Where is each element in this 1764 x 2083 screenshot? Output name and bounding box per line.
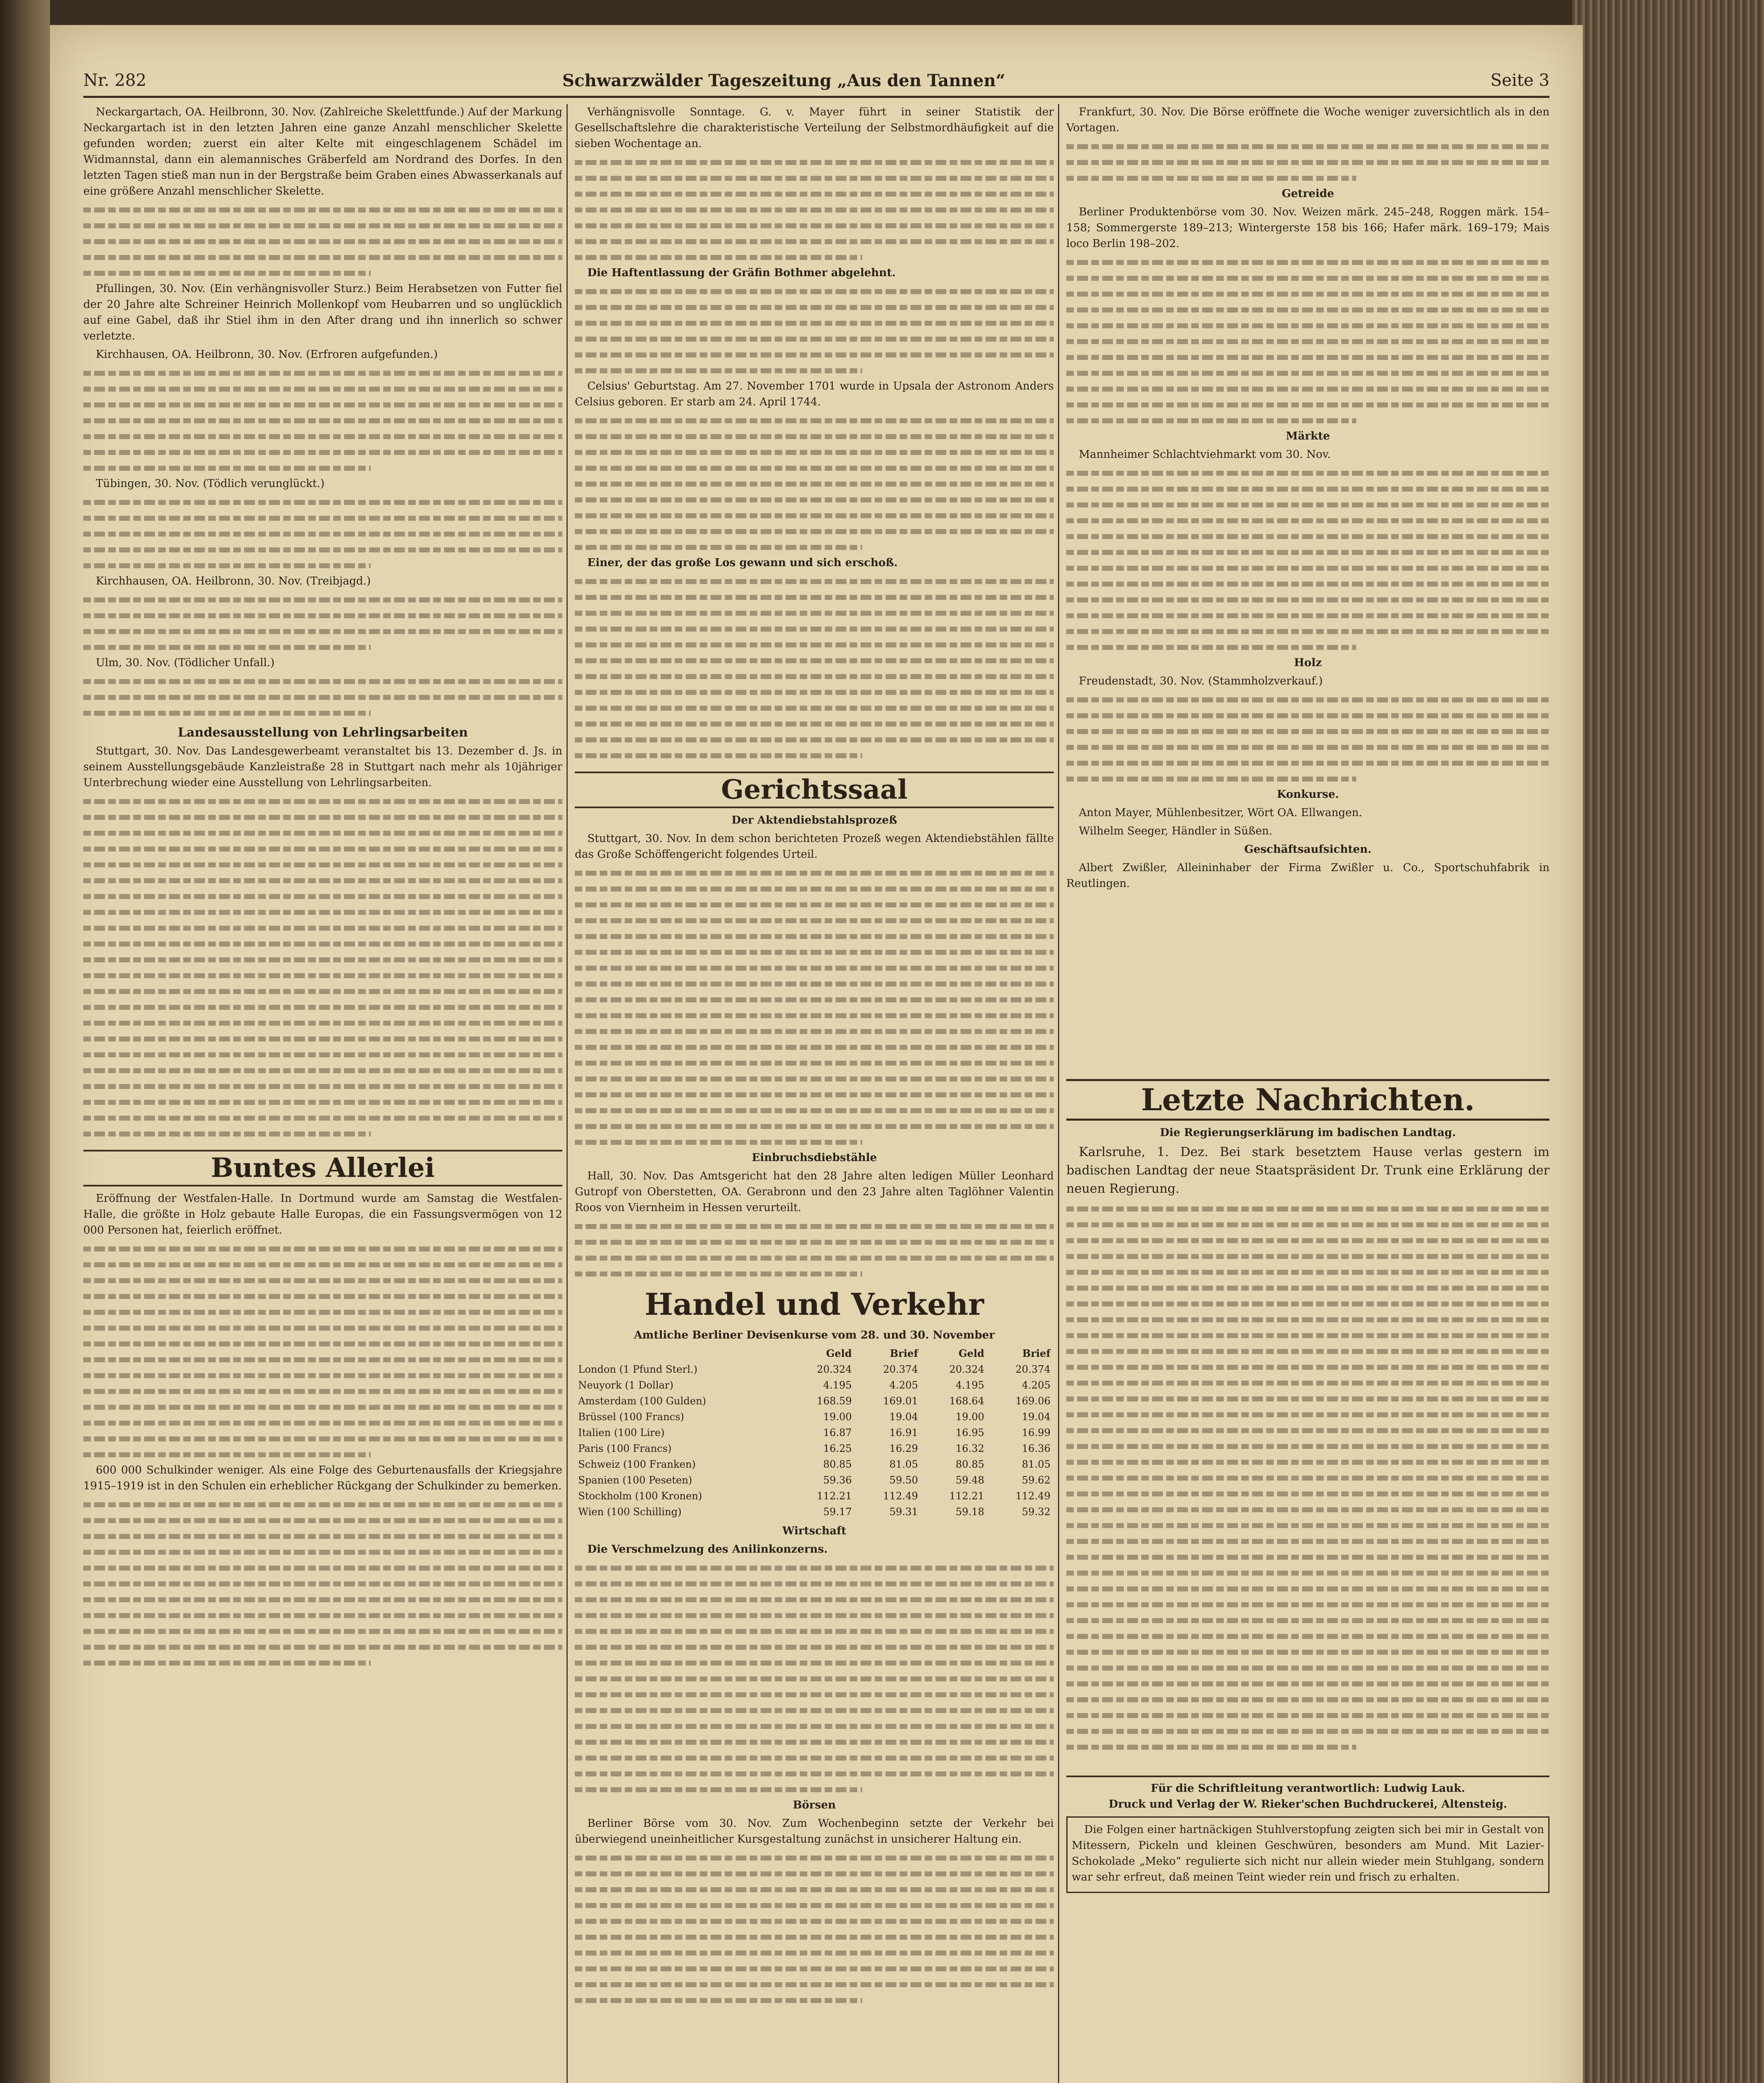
fx-cell: 59.62 [1022, 1474, 1050, 1486]
fx-cell: 80.85 [956, 1459, 984, 1470]
fx-cell: 112.49 [883, 1490, 918, 1502]
article-schlachtvieh: Mannheimer Schlachtviehmarkt vom 30. Nov. [1079, 448, 1331, 461]
fx-cell: 19.04 [1022, 1411, 1050, 1423]
article-frankfurt: Frankfurt, 30. Nov. Die Börse eröffnete die Woche weniger zuversichtlich als in den Vortagen. [1066, 106, 1549, 134]
article-anilin: Die Verschmelzung des Anilinkonzerns. [587, 1543, 828, 1556]
heading-getreide: Getreide [1282, 187, 1334, 200]
fx-cell: 19.00 [823, 1411, 852, 1423]
article-neckargartach: Neckargartach, OA. Heilbronn, 30. Nov. (Zahlreiche Skelettfunde.) Auf der Markung Neckargartach ist in den letzten Jahren eine ganze Anzahl menschlicher Skelette gefunden worden; zuerst ein alter Kelte mit eingeschlagenem Schädel im Widmannstal, dann ein alemannisches Gräberfeld am Nordrand des Dorfes. In den letzten Tagen stieß man nun in der Bergstraße beim Graben eines Abwasserkanals auf eine größere Anzahl menschlicher Skelette. [83, 106, 562, 197]
fx-cell: 168.59 [817, 1395, 852, 1407]
ad-text: Die Folgen einer hartnäckigen Stuhlverstopfung zeigten sich bei mir in Gestalt von Mitessern, Pickeln und kleinen Geschwüren, besonders am Mund. Mit Lazier-Schokolade „Meko“ regulierte sich nicht nur allein wieder mein Stuhlgang, sondern war sehr erfreut, daß meinen Teint wieder rein und frisch zu erhalten. [1072, 1823, 1544, 1883]
issue-number: Nr. 282 [83, 71, 147, 90]
fx-cell: 59.31 [889, 1506, 918, 1518]
text-block [83, 1241, 562, 1462]
fx-cell: 80.85 [823, 1459, 852, 1470]
fx-row [575, 1361, 1054, 1377]
page-edges [1572, 0, 1764, 2083]
heading-konkurse: Konkurse. [1277, 788, 1339, 801]
text-block [575, 865, 1054, 1150]
text-block [575, 573, 1054, 763]
fx-cell: 16.91 [889, 1427, 918, 1439]
fx-cell: Paris (100 Francs) [578, 1443, 672, 1454]
imprint [1066, 1776, 1549, 1812]
fx-body [575, 1361, 1054, 1520]
fx-cell: Brüssel (100 Francs) [578, 1411, 684, 1423]
newspaper-page [50, 25, 1583, 2083]
fx-cell: Stockholm (100 Kronen) [578, 1490, 702, 1502]
fx-header-row [575, 1346, 1054, 1361]
article-boerse: Berliner Börse vom 30. Nov. Zum Wochenbeginn setzte der Verkehr bei überwiegend uneinheitlicher Kursgestaltung zunächst in unsicherer Haltung ein. [575, 1817, 1054, 1846]
fx-cell: 169.06 [1015, 1395, 1050, 1407]
text-block [575, 1218, 1054, 1281]
fx-cell: 112.21 [817, 1490, 852, 1502]
article-freudenstadt: Freudenstadt, 30. Nov. (Stammholzverkauf.) [1079, 675, 1323, 687]
fx-cell: 16.25 [823, 1443, 852, 1454]
fx-cell: Wien (100 Schilling) [578, 1506, 682, 1518]
fx-cell: 112.49 [1015, 1490, 1050, 1502]
fx-row [575, 1425, 1054, 1441]
text-block [1066, 465, 1549, 655]
fx-col-header [575, 1346, 789, 1361]
konkurs-1: Anton Mayer, Mühlenbesitzer, Wört OA. Ellwangen. [1079, 807, 1362, 819]
newspaper-title: Schwarzwälder Tageszeitung „Aus den Tannen“ [562, 71, 1006, 90]
article-kirchhausen-2: Kirchhausen, OA. Heilbronn, 30. Nov. (Treibjagd.) [96, 575, 371, 587]
heading-gerichtssaal: Gerichtssaal [575, 772, 1054, 808]
konkurs-2: Wilhelm Seeger, Händler in Süßen. [1079, 825, 1272, 837]
fx-row [575, 1456, 1054, 1472]
fx-cell: 59.50 [889, 1474, 918, 1486]
fx-cell: 81.05 [889, 1459, 918, 1470]
text-block [575, 154, 1054, 265]
fx-cell: 20.324 [817, 1364, 852, 1375]
fx-cell: 59.48 [956, 1474, 984, 1486]
text-block [1066, 1201, 1549, 1776]
page-header [83, 50, 1549, 98]
fx-cell: 59.32 [1022, 1506, 1050, 1518]
heading-buntes-allerlei: Buntes Allerlei [83, 1150, 562, 1186]
article-sonntage: Verhängnisvolle Sonntage. G. v. Mayer führt in seiner Statistik der Gesellschaftslehre die charakteristische Verteilung der Selbstmordhäufigkeit auf die sieben Wochentage an. [575, 106, 1054, 150]
fx-cell: 16.29 [889, 1443, 918, 1454]
fx-cell: 59.36 [823, 1474, 852, 1486]
fx-cell: 16.99 [1022, 1427, 1050, 1439]
fx-cell: 81.05 [1022, 1459, 1050, 1470]
article-grosse-los: Einer, der das große Los gewann und sich erschoß. [587, 557, 898, 569]
fx-cell: Spanien (100 Peseten) [578, 1474, 692, 1486]
fx-col-header: Geld [826, 1347, 852, 1359]
subheading-boersen: Börsen [793, 1799, 836, 1811]
page-number: Seite 3 [1490, 71, 1549, 90]
text-block [83, 673, 562, 721]
fx-cell: Italien (100 Lire) [578, 1427, 665, 1439]
fx-cell: 59.17 [823, 1506, 852, 1518]
heading-maerkte: Märkte [1286, 430, 1330, 442]
fx-cell: 4.195 [956, 1379, 984, 1391]
fx-cell: 19.00 [956, 1411, 984, 1423]
article-tuebingen: Tübingen, 30. Nov. (Tödlich verunglückt.) [96, 477, 325, 490]
fx-row [575, 1504, 1054, 1520]
fx-cell: 20.374 [883, 1364, 918, 1375]
fx-cell: 16.32 [956, 1443, 984, 1454]
text-block [1066, 138, 1549, 186]
fx-row [575, 1409, 1054, 1425]
article-pfullingen: Pfullingen, 30. Nov. (Ein verhängnisvoller Sturz.) Beim Herabsetzen von Futter fiel der 20 Jahre alte Schreiner Heinrich Mollenkopf vom Heubarren und so unglücklich auf eine Gabel, daß ihr Stiel ihm in den After drang und ihn innerlich so schwer verletzte. [83, 282, 562, 342]
advertisement-meko [1066, 1816, 1549, 1893]
fx-cell: 4.205 [1022, 1379, 1050, 1391]
text-block [83, 202, 562, 281]
column-1 [83, 104, 562, 2083]
article-ulm: Ulm, 30. Nov. (Tödlicher Unfall.) [96, 657, 275, 669]
subheading-aktendiebstahl: Der Aktendiebstahlsprozeß [731, 814, 897, 827]
fx-cell: 4.195 [823, 1379, 852, 1391]
imprint-editor: Für die Schriftleitung verantwortlich: Ludwig Lauk. [1150, 1782, 1465, 1795]
text-block [1066, 692, 1549, 787]
subheading-einbruch: Einbruchsdiebstähle [751, 1151, 877, 1164]
fx-col-header: Brief [1022, 1347, 1050, 1359]
fx-cell: Amsterdam (100 Gulden) [578, 1395, 706, 1407]
fx-cell: 4.205 [889, 1379, 918, 1391]
fx-cell: London (1 Pfund Sterl.) [578, 1364, 698, 1375]
column-rule [566, 104, 568, 2083]
heading-holz: Holz [1294, 657, 1322, 669]
article-kirchhausen-1: Kirchhausen, OA. Heilbronn, 30. Nov. (Erfroren aufgefunden.) [96, 348, 438, 361]
fx-cell: 19.04 [889, 1411, 918, 1423]
text-block [575, 1560, 1054, 1797]
geschaeftsaufsicht-1: Albert Zwißler, Alleininhaber der Firma Zwißler u. Co., Sportschuhfabrik in Reutlingen. [1066, 862, 1549, 890]
column-3-lower [1066, 1075, 1549, 2083]
heading-letzte-nachrichten: Letzte Nachrichten. [1066, 1079, 1549, 1121]
fx-cell: 16.95 [956, 1427, 984, 1439]
article-bothmer: Die Haftentlassung der Gräfin Bothmer abgelehnt. [587, 267, 896, 279]
text-block [83, 365, 562, 476]
fx-row [575, 1393, 1054, 1409]
fx-row [575, 1488, 1054, 1504]
fx-row [575, 1377, 1054, 1393]
fx-cell: 16.87 [823, 1427, 852, 1439]
article-produktenboerse: Berliner Produktenbörse vom 30. Nov. Weizen märk. 245–248, Roggen märk. 154–158; Sommergerste 189–213; Wintergerste 158 bis 166; Hafer märk. 169–179; Mais loco Berlin 198–202. [1066, 206, 1549, 250]
article-schulkinder: 600 000 Schulkinder weniger. Als eine Folge des Geburtenausfalls der Kriegsjahre 1915–1919 ist in den Schulen ein erheblicher Rückgang der Schulkinder zu bemerken. [83, 1464, 562, 1492]
text-block [83, 592, 562, 655]
text-block [83, 1496, 562, 1671]
fx-cell: 168.64 [949, 1395, 984, 1407]
fx-table-title: Amtliche Berliner Devisenkurse vom 28. und 30. November [634, 1329, 995, 1341]
heading-geschaeftsaufsichten: Geschäftsaufsichten. [1244, 843, 1372, 856]
fx-cell: 20.324 [949, 1364, 984, 1375]
book-binding [0, 0, 50, 2083]
imprint-publisher: Druck und Verlag der W. Rieker'schen Buchdruckerei, Altensteig. [1108, 1798, 1507, 1811]
fx-table [575, 1346, 1054, 1520]
heading-handel-verkehr: Handel und Verkehr [644, 1286, 984, 1322]
text-block [575, 1850, 1054, 2008]
text-block [83, 793, 562, 1141]
column-3 [1066, 104, 1549, 1071]
fx-col-header: Brief [890, 1347, 918, 1359]
heading-landesausstellung: Landesausstellung von Lehrlingsarbeiten [177, 725, 468, 740]
subheading-wirtschaft: Wirtschaft [782, 1525, 846, 1537]
text-block [1066, 254, 1549, 428]
column-2 [575, 104, 1054, 2083]
subheading-regierungserklaerung: Die Regierungserklärung im badischen Landtag. [1160, 1126, 1456, 1139]
article-celsius: Celsius' Geburtstag. Am 27. November 1701 wurde in Upsala der Astronom Anders Celsius geboren. Er starb am 24. April 1744. [575, 380, 1054, 408]
fx-cell: 16.36 [1022, 1443, 1050, 1454]
fx-cell: 59.18 [956, 1506, 984, 1518]
fx-col-header: Geld [958, 1347, 984, 1359]
article-aktendiebstahl: Stuttgart, 30. Nov. In dem schon berichteten Prozeß wegen Aktendiebstählen fällte das Große Schöffengericht folgendes Urteil. [575, 832, 1054, 861]
text-block [575, 412, 1054, 555]
fx-cell: 20.374 [1015, 1364, 1050, 1375]
fx-cell: 169.01 [883, 1395, 918, 1407]
article-einbruch: Hall, 30. Nov. Das Amtsgericht hat den 28 Jahre alten ledigen Müller Leonhard Gutropf von Oberstetten, OA. Gerabronn und den 23 Jahre alten Taglöhner Valentin Roos von Viernheim in Hessen verurteilt. [575, 1170, 1054, 1214]
fx-cell: Neuyork (1 Dollar) [578, 1379, 674, 1391]
fx-cell: Schweiz (100 Franken) [578, 1459, 696, 1470]
fx-row [575, 1441, 1054, 1456]
fx-row [575, 1472, 1054, 1488]
text-block [575, 283, 1054, 378]
text-block [83, 494, 562, 573]
column-rule [1058, 104, 1059, 2083]
article-landesausstellung: Stuttgart, 30. Nov. Das Landesgewerbeamt veranstaltet bis 13. Dezember d. Js. in seinem Ausstellungsgebäude Kanzleistraße 28 in Stuttgart nach mehr als 10jähriger Unterbrechung wieder eine Ausstellung von Lehrlingsarbeiten. [83, 745, 562, 789]
article-westfalenhalle: Eröffnung der Westfalen-Halle. In Dortmund wurde am Samstag die Westfalen-Halle, die größte in Holz gebaute Halle Europas, die ein Fassungsvermögen von 12 000 Personen hat, feierlich eröffnet. [83, 1192, 562, 1236]
article-karlsruhe: Karlsruhe, 1. Dez. Bei stark besetztem Hause verlas gestern im badischen Landtag der neue Staatspräsident Dr. Trunk eine Erklärung der neuen Regierung. [1066, 1145, 1549, 1196]
fx-cell: 112.21 [949, 1490, 984, 1502]
